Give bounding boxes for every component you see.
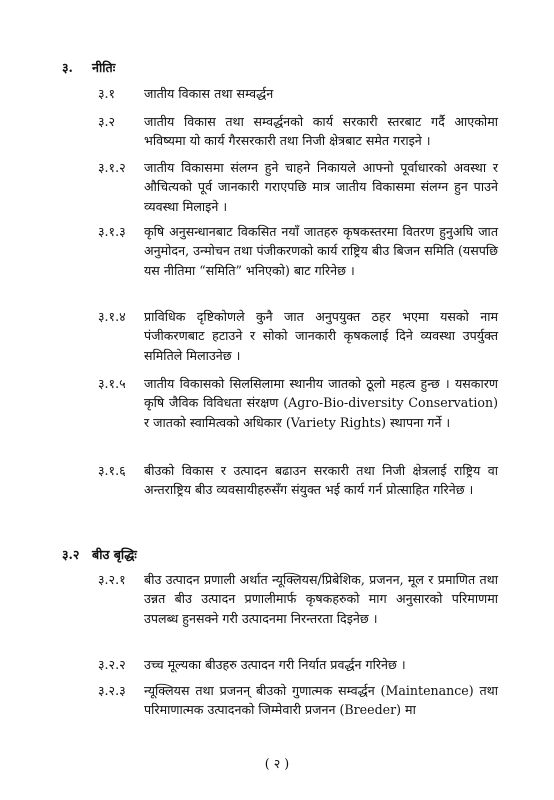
item-text: जातीय विकास तथा सम्वर्द्धन [144, 86, 274, 101]
section-number: ३. [62, 60, 73, 75]
item-text: जातीय विकासमा संलग्न हुने चाहने निकायले आफ्नो पूर्वाधारको अवस्था र औचित्यको पूर्व जानकारी गराएपछि मात्र जातीय विकासमा संलग्न हुन पाउने व्यवस्था मिलाइने । [144, 160, 498, 214]
policy-item [98, 570, 498, 628]
item-number: ३.१.३ [98, 224, 126, 239]
section-heading-3 [62, 58, 115, 77]
policy-item [98, 158, 498, 216]
section-heading-3-2 [62, 545, 137, 564]
policy-item [98, 84, 498, 103]
item-text: बीउ उत्पादन प्रणाली अर्थात न्यूक्लियस/प्रिबेशिक, प्रजनन, मूल र प्रमाणित तथा उन्नत बीउ उत्पादन प्रणालीमार्फ कृषकहरुको माग अनुसारको परिमाणमा उपलब्ध हुनसक्ने गरी उत्पादनमा निरन्तरता दिइनेछ । [144, 572, 498, 626]
item-text: न्यूक्लियस तथा प्रजनन् बीउको गुणात्मक सम्वर्द्धन (Maintenance) तथा परिमाणात्मक उत्पादनको जिम्मेवारी प्रजनन (Breeder) मा [144, 683, 498, 718]
policy-item [98, 681, 498, 720]
item-number: ३.२ [98, 114, 116, 129]
policy-item [98, 374, 498, 432]
section-number: ३.२ [62, 547, 80, 562]
policy-item [98, 655, 498, 674]
policy-item [98, 222, 498, 280]
section-title: बीउ बृद्धिः [92, 547, 137, 562]
item-number: ३.१ [98, 86, 116, 101]
item-text: बीउको विकास र उत्पादन बढाउन सरकारी तथा निजी क्षेत्रलाई राष्ट्रिय वा अन्तराष्ट्रिय बीउ व्यवसायीहरुसँग संयुक्त भई कार्य गर्न प्रोत्साहित गरिनेछ । [144, 463, 498, 498]
item-text: जातीय विकास तथा सम्वर्द्धनको कार्य सरकारी स्तरबाट गर्दै आएकोमा भविष्यमा यो कार्य गैरसरकारी तथा निजी क्षेत्रबाट समेत गराइने । [144, 114, 498, 149]
item-number: ३.१.४ [98, 309, 126, 324]
item-text: जातीय विकासको सिलसिलामा स्थानीय जातको ठूलो महत्व हुन्छ । यसकारण कृषि जैविक विविधता संरक्षण (Agro-Bio-diversity Conservation) र जातको स्वामित्वको अधिकार (Variety Rights) स्थापना गर्ने । [144, 376, 498, 430]
item-text: कृषि अनुसन्धानबाट विकसित नयाँ जातहरु कृषकस्तरमा वितरण हुनुअघि जात अनुमोदन, उन्मोचन तथा पंजीकरणको कार्य राष्ट्रिय बीउ बिजन समिति (यसपछि यस नीतिमा “समिति” भनिएको) बाट गरिनेछ । [144, 224, 498, 278]
item-number: ३.१.२ [98, 160, 126, 175]
item-number: ३.२.२ [98, 657, 126, 672]
policy-item [98, 461, 498, 500]
item-number: ३.१.६ [98, 463, 126, 478]
item-text: उच्च मूल्यका बीउहरु उत्पादन गरी निर्यात प्रवर्द्धन गरिनेछ । [144, 657, 406, 672]
item-number: ३.१.५ [98, 376, 126, 391]
item-text: प्राविधिक दृष्टिकोणले कुनै जात अनुपयुक्त ठहर भएमा यसको नाम पंजीकरणबाट हटाउने र सोको जानकारी कृषकलाई दिने व्यवस्था उपर्युक्त समितिले मिलाउनेछ । [144, 309, 498, 363]
page-number: ( २ ) [264, 756, 290, 771]
policy-item [98, 112, 498, 151]
item-number: ३.२.३ [98, 683, 126, 698]
section-title: नीतिः [92, 60, 116, 75]
policy-item [98, 307, 498, 365]
item-number: ३.२.१ [98, 572, 126, 587]
